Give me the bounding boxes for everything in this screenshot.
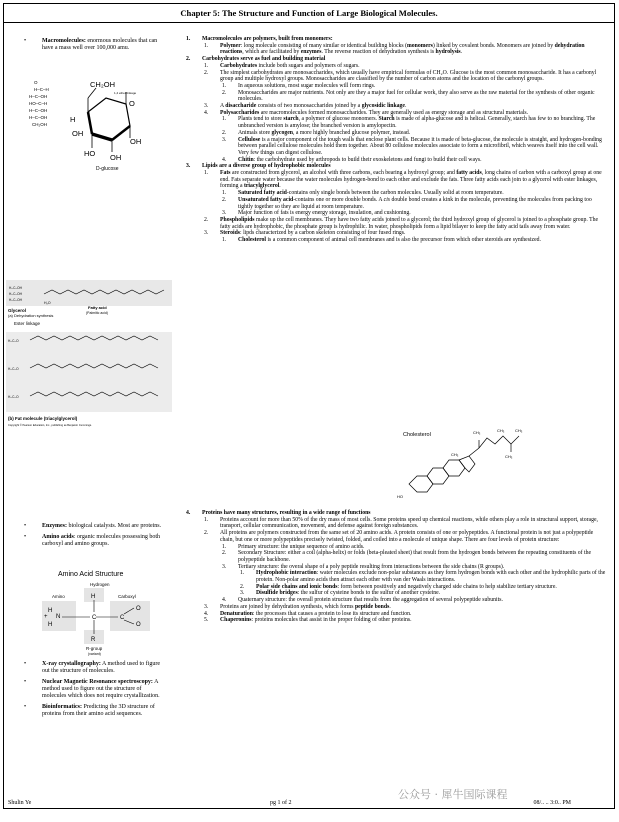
svg-text:H: H	[48, 608, 53, 614]
svg-text:+: +	[44, 614, 48, 620]
footer-date: 08/.. .. 3:0.. PM	[533, 800, 571, 806]
amino-acids-term: Amino acids	[42, 534, 74, 540]
term: Chitin	[238, 156, 254, 163]
r-group-label: R-group	[86, 646, 103, 651]
item-number: 2.	[204, 530, 209, 537]
glucose-label: D-glucose	[96, 166, 119, 172]
section-4	[172, 510, 606, 624]
section-3-title: Lipids are a diverse group of hydrophobic molecules	[202, 163, 331, 170]
svg-text:C: C	[92, 615, 97, 621]
item-number: 1.	[204, 42, 209, 49]
section-number: 4.	[186, 510, 191, 516]
term: Disulfide bridges	[256, 590, 298, 597]
xray-text: A method used to figure out the structure of molecules.	[42, 661, 160, 674]
text: The simplest carbohydrates are monosaccharides, which usually have empirical formulas of CH₂O. Glucose is the most common monosaccharide. It has a carbonyl group and multiple hydroxyl groups. Monosaccharides are classified by the number of carbon atoms and the location of the carbonyl groups.	[220, 69, 597, 83]
xray-term: X-ray crystallography:	[42, 661, 101, 667]
sub-sub-item	[238, 570, 606, 583]
item-number: 4.	[204, 109, 209, 116]
text: Plants tend to store	[238, 116, 284, 123]
item-number: 3.	[204, 603, 209, 610]
term: hydrolysis	[435, 49, 461, 56]
item-number: 3.	[222, 210, 227, 217]
text: : water molecules exclude non-polar substances as they form hydrogen bonds with each other and the hydrophilic parts of the protein. Non-polar amino acids then attract each other with van der Waals interactions.	[256, 570, 606, 584]
svg-text:H: H	[91, 594, 96, 600]
svg-text:OH: OH	[110, 153, 122, 162]
text: Tertiary structure: the overal shape of a poly peptide resulting from interactions between the side chains (R groups).	[238, 563, 505, 570]
text: Quaternary structure: the overall protein structure that results from the aggregation of several polypeptide subunits.	[238, 597, 503, 604]
text: Monosaccharides are major nutrients. Not only are they a major fuel for cellular work, they also serve as the raw material for the synthesis of other organic molecules.	[238, 89, 595, 103]
section-3-item-1	[202, 170, 606, 217]
section-1-title: Macromolecules are polymers, built from monomers:	[202, 36, 333, 42]
text: .	[460, 49, 463, 56]
section-4-item-5	[202, 617, 606, 624]
item-number: 2.	[204, 69, 209, 76]
term: Cholesterol	[238, 237, 267, 244]
term: monomers	[407, 42, 433, 49]
section-number: 3.	[186, 163, 191, 170]
term: Steroids	[220, 230, 241, 237]
section-4-item-1	[202, 517, 606, 530]
text: -contains one or more double bonds. A	[293, 196, 384, 203]
fatty-acid-label: Fatty acid	[88, 305, 107, 310]
bioinformatics-term: Bioinformatics:	[42, 704, 82, 710]
section-2-item-3	[202, 103, 606, 110]
section-3-item-3	[202, 230, 606, 243]
term: Unsaturated fatty acid	[238, 196, 294, 203]
glucose-linkage-label: 1,4 ether linkage	[114, 91, 137, 95]
nmr-text: A method used to figure out the structure of molecules which does not require crystallization.	[42, 679, 160, 699]
term: Denaturation	[220, 610, 253, 617]
term: Polysaccharides	[220, 109, 260, 116]
svg-text:OH: OH	[72, 129, 84, 138]
text: : lipds characterized by a carbon skeleton consisting of four fused rings.	[240, 230, 406, 237]
text: Secondary Structure: either a coil (alpha-helix) or folds (beta-pleated sheet) that result from the hydrogen bonds between the repeating constituents of the polypeptide backbone.	[238, 550, 592, 563]
term: disaccharide	[225, 103, 257, 110]
text: Proteins are joined by dehydration synthesis, which forms	[220, 603, 355, 610]
item-number: 2.	[204, 216, 209, 223]
dehydration-label: (a) Dehydration synthesis	[8, 313, 54, 318]
item-number: 4.	[222, 597, 227, 604]
text: , a polymer of glucose monomers.	[298, 116, 379, 123]
macro-text: enormous molecules that can have a mass well over 100,000 amu.	[42, 38, 158, 51]
svg-text:H–C–OH: H–C–OH	[29, 108, 48, 113]
sub-item	[220, 550, 606, 563]
ho-label: HO	[397, 494, 403, 499]
item-number: 4.	[204, 610, 209, 617]
item-number: 3.	[222, 136, 227, 143]
glycerol-label: Glycerol	[8, 308, 27, 313]
item-number: 1.	[204, 170, 209, 177]
svg-text:H₂O: H₂O	[44, 301, 51, 305]
fat-copyright: Copyright © Pearson Education, Inc., publishing as Benjamin Cummings.	[8, 424, 92, 427]
svg-text:H: H	[70, 115, 76, 124]
term: triacylglycerol	[243, 183, 280, 190]
amino-acid-title: Amino Acid Structure	[58, 571, 124, 578]
text: consists of two monosaccharides joined by a	[256, 103, 362, 110]
hydrogen-label: Hydrogen	[90, 582, 110, 587]
sub-item	[220, 90, 606, 103]
term: enzymes	[300, 49, 322, 56]
sub-item	[220, 237, 606, 244]
text: A	[220, 103, 226, 110]
term: Cellulose	[238, 136, 261, 143]
item-number: 1.	[222, 237, 227, 244]
svg-text:O: O	[136, 622, 141, 628]
enzymes-text: biological catalysts. Most are proteins.	[67, 523, 162, 529]
term: Saturated fatty acid	[238, 190, 287, 197]
amino-label: Amino	[52, 594, 65, 599]
text: ) linked by covalent bonds. Monomers are joined by	[432, 42, 555, 49]
sub-item	[220, 597, 606, 604]
section-1-item-1	[202, 43, 606, 56]
section-1	[172, 36, 606, 56]
text: In aqueous solutions, most sugar molecules will form rings.	[238, 82, 376, 89]
text: are constructed from glycerol, an alcohol with three carbons, each bearing a hydroxyl group; and	[230, 170, 457, 177]
sub-item	[220, 83, 606, 90]
title-divider	[4, 22, 614, 23]
left-column-methods	[24, 661, 166, 721]
svg-text:O: O	[34, 80, 38, 85]
term: starch	[283, 116, 299, 123]
sub-item	[220, 130, 606, 137]
term: Carbohydrates	[220, 62, 258, 69]
section-4-title: Proteins have many structures, resulting in a wide range of functions	[202, 510, 371, 516]
section-2-title: Carbohydrates serve as fuel and building material	[202, 56, 326, 63]
svg-text:H: H	[48, 622, 53, 628]
fatty-acid-sub: (Palmitic acid)	[86, 311, 108, 315]
item-number: 3.	[240, 590, 245, 597]
svg-text:H–C–O: H–C–O	[8, 367, 19, 371]
svg-text:H–C–H: H–C–H	[34, 87, 49, 92]
item-number: 4.	[222, 156, 227, 163]
xray-bullet	[24, 661, 166, 675]
text: .	[404, 103, 407, 110]
cholesterol-label: Cholesterol	[403, 432, 431, 438]
ch3-label: CH₃	[505, 454, 513, 459]
item-number: 2.	[222, 89, 227, 96]
text: Primary structure: the unique sequence of amino acids.	[238, 543, 365, 550]
section-4-item-2	[202, 530, 606, 604]
term: Hydrophobic interaction	[256, 570, 317, 577]
bioinformatics-text: Predicting the 3D structure of proteins from their amino acid sequences.	[42, 704, 155, 717]
item-number: 3.	[204, 103, 209, 110]
svg-text:CH₂OH: CH₂OH	[32, 122, 47, 127]
text: All proteins are polymers constructed from the same set of 20 amino acids. A protein consists of one or polypeptides. A functional protein is not just a polypeptide chain, but one or more polypeptides precisely twisted, folded, and coiled into a molecule of unique shape. There are four levels of protein structure:	[220, 530, 594, 543]
ester-linkage-label: Ester linkage	[14, 321, 41, 326]
term: dehydration reactions	[220, 42, 585, 56]
section-2-item-4	[202, 110, 606, 164]
left-column	[24, 38, 166, 55]
section-2	[172, 56, 606, 163]
text: Major function of fats is energy energy storage, insulation, and cushioning.	[238, 210, 411, 217]
term: Starch	[378, 116, 395, 123]
svg-text:O: O	[129, 99, 135, 108]
text: : the processes that causes a protein to lose its structure and function.	[252, 610, 412, 617]
enzymes-bullet	[24, 523, 166, 530]
text: is a common component of animal cell membranes and is also the precursor from which other steroids are synthesized.	[266, 237, 541, 244]
section-number: 1.	[186, 36, 191, 42]
sub-item	[220, 210, 606, 217]
left-column-lower	[24, 523, 166, 551]
section-number: 2.	[186, 56, 191, 63]
amino-acid-figure	[40, 568, 160, 660]
svg-text:H–C–OH: H–C–OH	[29, 115, 48, 120]
sub-item	[220, 116, 606, 129]
item-number: 1.	[222, 116, 227, 123]
item-number: 5.	[204, 617, 209, 624]
nmr-term: Nuclear Magnetic Resonance spectroscopy:	[42, 679, 153, 685]
term: Phospholipids	[220, 216, 255, 223]
text: -contains only single bonds between the carbon molecules. Usually solid at room temperature.	[286, 190, 504, 197]
section-4-item-3	[202, 604, 606, 611]
item-number: 1.	[222, 543, 227, 550]
sub-item	[220, 157, 606, 164]
text: : proteins molecules that assist in the proper folding of other proteins.	[251, 617, 412, 624]
item-number: 2.	[222, 129, 227, 136]
amino-acids-bullet	[24, 534, 166, 548]
sub-item	[220, 137, 606, 157]
text: are macromolecules formed monosaccharides. They are generally used as energy storage and as structural materials.	[259, 109, 529, 116]
macro-term: Macromolecules:	[42, 38, 86, 44]
ch3-label: CH₃	[473, 430, 481, 435]
item-number: 1.	[222, 82, 227, 89]
text: is a major component of the tough walls that enclose plant cells. Because it is made of beta-glucose, the molecule is straight, and hydrogen-bonding between parallel cellulose molecules hold them together. About 80 cellulose molecules associate to form a microfibril, which weaves itself into the cell wall. Very few things can digest cellulose.	[238, 136, 602, 156]
svg-text:H–C–OH: H–C–OH	[9, 286, 22, 290]
term: glycosidic linkage	[361, 103, 405, 110]
item-number: 2.	[222, 550, 227, 557]
term: Polar side chains and ionic bonds	[256, 583, 338, 590]
text: Animals store	[238, 129, 272, 136]
amino-acids-text: : organic molecules possessing both carboxyl and amino groups.	[42, 534, 161, 547]
sub-item	[220, 197, 606, 210]
section-2-item-1	[202, 63, 606, 70]
text: , a more highly branched glucose polymer, instead.	[292, 129, 411, 136]
footer-author: Shulin Ye	[8, 800, 32, 806]
section-3-item-2	[202, 217, 606, 230]
footer-page-number: pg 1 of 2	[270, 800, 292, 806]
svg-text:C: C	[120, 615, 125, 621]
nmr-bullet	[24, 679, 166, 700]
svg-text:N: N	[56, 614, 61, 620]
svg-text:H–C–OH: H–C–OH	[29, 94, 48, 99]
text: : long molecule consisting of many similar or identical building blocks (	[240, 42, 408, 49]
section-2-item-2	[202, 70, 606, 104]
text: : the sulfur of cysteine bonds to the sulfur of another cysteine.	[297, 590, 441, 597]
enzymes-term: Enzymes:	[42, 523, 67, 529]
text: .	[279, 183, 281, 190]
ch3-label: CH₃	[497, 428, 505, 433]
carboxyl-label: Carboxyl	[118, 594, 136, 599]
item-number: 1.	[222, 190, 227, 197]
macromolecules-bullet	[24, 38, 166, 52]
cholesterol-figure	[395, 418, 565, 506]
sub-item	[220, 190, 606, 197]
svg-text:H–C–O: H–C–O	[8, 395, 19, 399]
text: include both sugars and polymers of sugars.	[257, 62, 360, 69]
text: double bond creates a kink in the molecule, preventing the molecules from packing too tightly together so they are liquid at room temperature.	[238, 196, 592, 210]
term: Polymer	[220, 42, 241, 49]
item-number: 2.	[240, 583, 245, 590]
text: Proteins account for more than 50% of the dry mass of most cells. Some proteins speed up chemical reactions, while others play a role in structural support, storage, transport, cellular communication, movement, and defense against foreign substances.	[220, 516, 598, 530]
item-number: 2.	[222, 196, 227, 203]
text: make up the cell membranes. They have two fatty acids joined to a glycerol; the third hydroxyl group of glycerol is joined to a phosphate group. The fatty acids are hydrophobic, the phosphate group is hydrophilic. In water, phospholipids form a lipid bilayer to keep the fatty acid tails away from water.	[220, 216, 599, 230]
ch3-label: CH₃	[515, 428, 523, 433]
section-3	[172, 163, 606, 243]
r-group-variant: (variant)	[88, 652, 101, 656]
term: fatty acids	[456, 170, 482, 177]
fat-molecule-label: (b) Fat molecule (triacylglycerol)	[8, 416, 78, 421]
term: Chaperonins	[220, 617, 252, 624]
svg-text:HO: HO	[84, 149, 96, 158]
watermark: 公众号 · 犀牛国际课程	[398, 788, 508, 801]
right-column-proteins	[172, 510, 606, 624]
glucose-ch2oh: CH₂OH	[90, 80, 115, 89]
text: is made of alpha-glucose and is helical. Generally, starch has few to no branching. The unbranched version is amylose; the branched version is amylopectin.	[238, 116, 596, 130]
fat-dehydration-figure	[6, 280, 172, 430]
text: .	[389, 603, 391, 610]
item-number: 3.	[204, 230, 209, 237]
svg-text:O: O	[136, 606, 141, 612]
svg-text:R: R	[91, 637, 96, 643]
svg-text:HO–C–H: HO–C–H	[29, 101, 48, 106]
svg-text:H–C–OH: H–C–OH	[9, 298, 22, 302]
sub-item	[220, 564, 606, 598]
text: : form between positively and negatively charged side chains to help stabilize tertiary structure.	[337, 583, 557, 590]
term: Fats	[220, 170, 231, 177]
term: cis	[383, 196, 391, 203]
item-number: 3.	[222, 563, 227, 570]
item-number: 1.	[204, 62, 209, 69]
text: , long chains of carbon with a carboxyl group at one end. Fats separate water because the water molecules hydrogen-bond to each other and exclude the fats. Three fatty acids each join to a glycerol with ester linkages, forming a	[220, 170, 602, 190]
svg-text:OH: OH	[130, 137, 142, 146]
item-number: 1.	[204, 516, 209, 523]
glucose-figure	[26, 74, 171, 178]
svg-text:H–C–O: H–C–O	[8, 339, 19, 343]
term: peptide bonds	[354, 603, 390, 610]
ch3-label: CH₃	[451, 452, 459, 457]
svg-text:H–C–OH: H–C–OH	[9, 292, 22, 296]
bioinformatics-bullet	[24, 704, 166, 718]
text: . The reverse reaction of dehydration synthesis is	[321, 49, 436, 56]
text: : the carbohydrate used by arthropods to build their exoskeletons and fungi to build their cell ways.	[253, 156, 482, 163]
page-title: Chapter 5: The Structure and Function of Large Biological Molecules.	[180, 8, 438, 18]
term: glycogen	[271, 129, 293, 136]
right-column	[172, 36, 606, 244]
text: , which are facilitated by	[242, 49, 301, 56]
item-number: 1.	[240, 570, 245, 577]
